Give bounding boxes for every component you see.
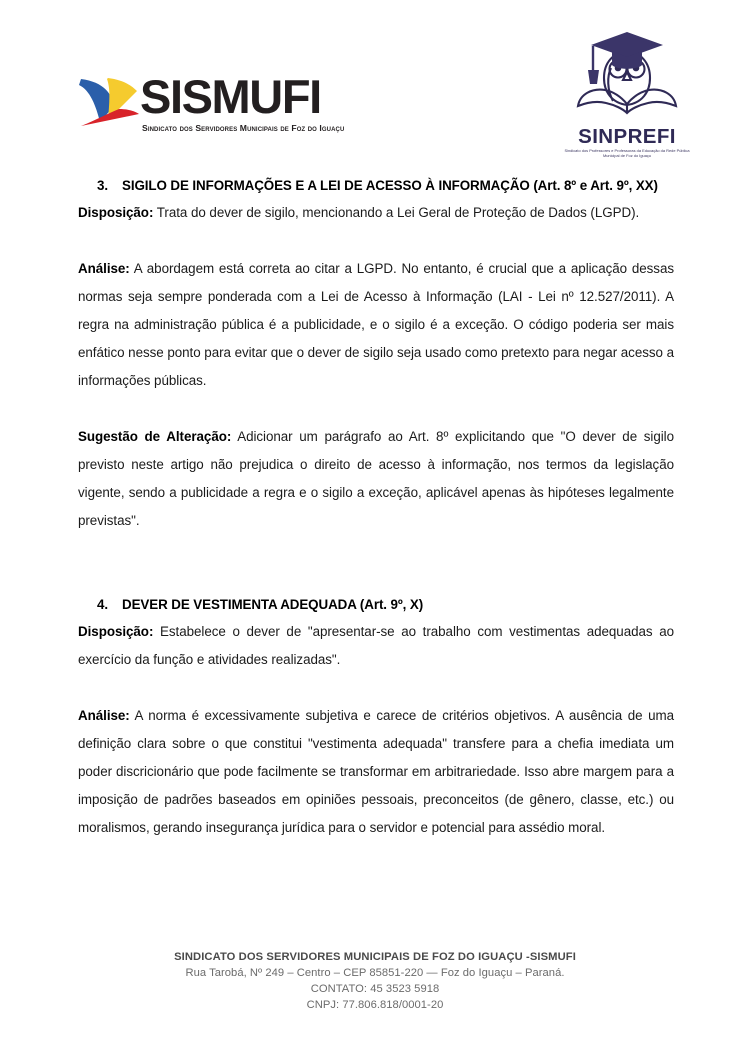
section-heading-4 <box>97 591 674 618</box>
paragraph-label: Análise: <box>78 708 130 723</box>
sinprefi-name: SINPREFI <box>578 125 676 148</box>
paragraph-analise-3 <box>78 255 674 395</box>
section-heading-3 <box>97 172 674 199</box>
page-footer <box>0 949 750 1013</box>
footer-cnpj: CNPJ: 77.806.818/0001-20 <box>306 999 444 1011</box>
sismufi-subtitle: Sindicato dos Servidores Municipais de Foz do Iguaçu <box>142 123 345 133</box>
paragraph-disposicao-3 <box>78 199 674 227</box>
sismufi-wordmark <box>140 72 390 133</box>
document-body <box>78 172 674 842</box>
paragraph-spacer <box>78 395 674 423</box>
footer-organization: SINDICATO DOS SERVIDORES MUNICIPAIS DE FOZ DO IGUAÇU -SISMUFI <box>174 951 576 963</box>
section-title-4: DEVER DE VESTIMENTA ADEQUADA (Art. 9º, X) <box>122 597 424 612</box>
section-title-3: SIGILO DE INFORMAÇÕES E A LEI DE ACESSO À INFORMAÇÃO (Art. 8º e Art. 9º, XX) <box>122 178 658 193</box>
paragraph-label: Análise: <box>78 261 130 276</box>
section-spacer <box>78 535 674 591</box>
sismufi-name: SISMUFI <box>140 70 321 123</box>
paragraph-analise-4 <box>78 702 674 842</box>
sismufi-logo <box>78 72 388 144</box>
section-number-3: 3. <box>97 178 108 193</box>
paragraph-label: Sugestão de Alteração: <box>78 429 232 444</box>
paragraph-text: A norma é excessivamente subjetiva e carece de critérios objetivos. A ausência de uma definição clara sobre o que constitui "vestimenta adequada" transfere para a chefia imediata um poder discricionário que pode facilmente se transformar em arbitrariedade. Isso abre margem para a imposição de padrões baseados em opiniões pessoais, preconceitos (de gênero, classe, etc.) ou moralismos, gerando insegurança jurídica para o servidor e potencial para assédio moral. <box>78 708 674 835</box>
paragraph-text: Trata do dever de sigilo, mencionando a Lei Geral de Proteção de Dados (LGPD). <box>153 205 640 220</box>
paragraph-text: A abordagem está correta ao citar a LGPD. No entanto, é crucial que a aplicação dessas normas seja sempre ponderada com a Lei de Acesso à Informação (LAI - Lei nº 12.527/2011). A regra na administração pública é a publicidade, e o sigilo é a exceção. O código poderia ser mais enfático nesse ponto para evitar que o dever de sigilo seja usado como pretexto para negar acesso a informações públicas. <box>78 261 674 388</box>
owl-with-graduation-cap-on-book-icon <box>570 22 684 126</box>
page-header <box>0 0 750 172</box>
paragraph-sugestao-3 <box>78 423 674 535</box>
paragraph-label: Disposição: <box>78 205 154 220</box>
section-number-4: 4. <box>97 597 108 612</box>
paragraph-label: Disposição: <box>78 624 154 639</box>
paragraph-disposicao-4 <box>78 618 674 674</box>
sinprefi-logo <box>564 22 690 170</box>
paragraph-spacer <box>78 674 674 702</box>
paragraph-text: Adicionar um parágrafo ao Art. 8º explicitando que "O dever de sigilo previsto neste artigo não prejudica o direito de acesso à informação, nos termos da legislação vigente, sendo a publicidade a regra e o sigilo a exceção, aplicável apenas às hipóteses legalmente previstas". <box>78 429 675 528</box>
paragraph-spacer <box>78 227 674 255</box>
footer-address: Rua Tarobá, Nº 249 – Centro – CEP 85851-220 — Foz do Iguaçu – Paraná. <box>185 967 565 979</box>
footer-contact: CONTATO: 45 3523 5918 <box>310 983 440 995</box>
paragraph-text: Estabelece o dever de "apresentar-se ao trabalho com vestimentas adequadas ao exercício da função e atividades realizadas". <box>78 624 674 667</box>
sinprefi-tagline: Sindicato dos Professores e Professoras da Educação da Rede Pública Municipal de Foz do Iguaçu <box>564 148 690 159</box>
sismufi-swoosh-icon <box>78 76 140 130</box>
